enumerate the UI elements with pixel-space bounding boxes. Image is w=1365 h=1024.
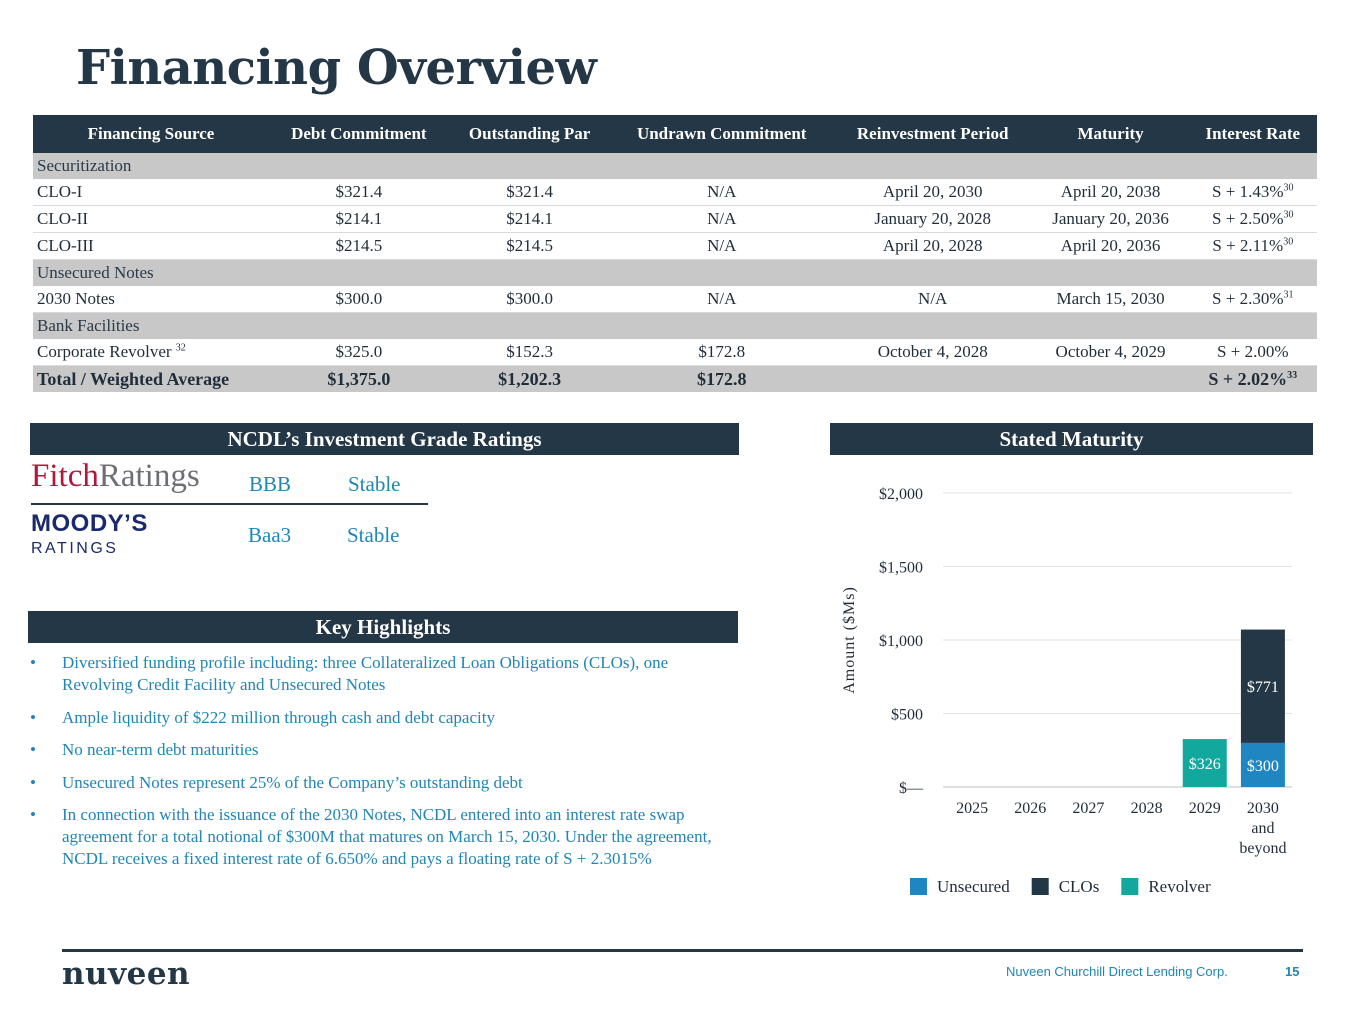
fitch-logo-part-b: Ratings: [98, 458, 200, 494]
cell-reinvest: N/A: [833, 286, 1033, 313]
list-item: [30, 772, 740, 794]
cell-debt: $300.0: [269, 286, 449, 313]
cell-rate: [1189, 233, 1317, 260]
list-item: [30, 739, 740, 761]
table-row: [33, 339, 1317, 366]
col-header: Financing Source: [33, 115, 269, 153]
section-label: Bank Facilities: [33, 313, 1317, 340]
cell-maturity: April 20, 2036: [1033, 233, 1189, 260]
cell-undrawn: N/A: [611, 179, 833, 206]
cell-rate: [1189, 366, 1317, 393]
bullet-icon: •: [30, 707, 36, 727]
table-header-row: [33, 115, 1317, 153]
footnote-ref: 30: [1283, 209, 1294, 221]
ratings-divider: [31, 503, 428, 505]
table-row: [33, 179, 1317, 206]
x-tick-label: 2030 and beyond: [1239, 800, 1287, 857]
col-header: Maturity: [1033, 115, 1189, 153]
highlight-text: Diversified funding profile including: three Collateralized Loan Obligations (CLOs), one Revolving Credit Facility and Unsecured Notes: [62, 653, 669, 694]
legend-swatch: [910, 878, 927, 895]
moodys-logo-part-a: MOODY’S: [31, 510, 148, 537]
legend-swatch: [1121, 878, 1138, 895]
col-header: Debt Commitment: [269, 115, 449, 153]
section-row: [33, 260, 1317, 287]
cell-maturity: March 15, 2030: [1033, 286, 1189, 313]
cell-undrawn: N/A: [611, 206, 833, 233]
col-header: Interest Rate: [1189, 115, 1317, 153]
cell-reinvest: January 20, 2028: [833, 206, 1033, 233]
moodys-logo: [31, 510, 148, 558]
bullet-icon: •: [30, 653, 36, 672]
cell-source: Total / Weighted Average: [33, 366, 269, 393]
rate-value: S + 2.11%: [1212, 236, 1284, 255]
chart-title: Stated Maturity: [830, 423, 1313, 455]
legend-label: Unsecured: [937, 877, 1010, 896]
footnote-ref: 30: [1283, 236, 1294, 248]
rate-value: S + 2.00%: [1217, 342, 1289, 361]
footnote-ref: 31: [1283, 289, 1294, 301]
cell-maturity: October 4, 2029: [1033, 339, 1189, 366]
financing-table: [33, 115, 1317, 392]
rate-value: S + 1.43%: [1212, 182, 1284, 201]
section-label: Securitization: [33, 153, 1317, 179]
data-label: $300: [1246, 757, 1279, 775]
bullet-icon: •: [30, 772, 36, 792]
legend-label: CLOs: [1058, 877, 1100, 896]
cell-source: CLO-II: [33, 206, 269, 233]
col-header: Undrawn Commitment: [611, 115, 833, 153]
cell-undrawn: N/A: [611, 233, 833, 260]
moodys-logo-part-b: RATINGS: [31, 540, 119, 557]
bullet-icon: •: [30, 740, 36, 759]
page-number: 15: [1285, 964, 1300, 979]
cell-reinvest: April 20, 2028: [833, 233, 1033, 260]
cell-rate: [1189, 339, 1317, 366]
x-tick-label: 2028: [1130, 800, 1163, 817]
highlight-text: In connection with the issuance of the 2030 Notes, NCDL entered into an interest rate swap agreement for a total notional of $300M that matures on March 15, 2030. Under the agreement, NCDL receives a fixed interest rate of 6.650% and pays a floating rate of S + 2.3015%: [62, 805, 712, 868]
cell-reinvest: October 4, 2028: [833, 339, 1033, 366]
cell-source: CLO-III: [33, 233, 269, 260]
fitch-rating: BBB: [249, 472, 292, 496]
fitch-outlook: Stable: [348, 472, 401, 496]
cell-par: $152.3: [449, 339, 611, 366]
y-tick-label: $2,000: [879, 486, 923, 503]
x-tick-label: 2026: [1014, 800, 1047, 817]
page-title: Financing Overview: [76, 40, 597, 96]
cell-par: $214.1: [449, 206, 611, 233]
cell-undrawn: N/A: [611, 286, 833, 313]
fitch-logo: [31, 458, 200, 495]
maturity-chart: [830, 460, 1313, 920]
cell-maturity: April 20, 2038: [1033, 179, 1189, 206]
data-label: $326: [1188, 756, 1221, 774]
cell-debt: $214.1: [269, 206, 449, 233]
total-row: [33, 366, 1317, 393]
x-tick-label: 2029: [1188, 800, 1221, 817]
cell-debt: $214.5: [269, 233, 449, 260]
nuveen-logo: nuveen: [62, 956, 191, 992]
cell-source: 2030 Notes: [33, 286, 269, 313]
y-tick-label: $1,500: [879, 559, 923, 577]
cell-par: $214.5: [449, 233, 611, 260]
cell-undrawn: $172.8: [611, 366, 833, 393]
cell-debt: $321.4: [269, 179, 449, 206]
list-item: [30, 804, 740, 870]
table-row: [33, 206, 1317, 233]
cell-debt: $1,375.0: [269, 366, 449, 393]
x-tick-label: 2027: [1072, 800, 1105, 817]
legend-label: Revolver: [1148, 877, 1211, 896]
cell-par: $1,202.3: [449, 366, 611, 393]
cell-rate: [1189, 206, 1317, 233]
fitch-logo-part-a: Fitch: [31, 458, 99, 494]
cell-par: $300.0: [449, 286, 611, 313]
cell-source: [33, 339, 269, 366]
cell-par: $321.4: [449, 179, 611, 206]
bullet-icon: •: [30, 805, 36, 824]
y-tick-label: $—: [899, 780, 923, 797]
cell-debt: $325.0: [269, 339, 449, 366]
footnote-ref: 32: [175, 342, 186, 354]
cell-rate: [1189, 286, 1317, 313]
highlight-text: Unsecured Notes represent 25% of the Company’s outstanding debt: [62, 772, 523, 792]
footnote-ref: 30: [1283, 182, 1294, 194]
cell-maturity: [1033, 366, 1189, 393]
footer-company: Nuveen Churchill Direct Lending Corp.: [1006, 964, 1228, 979]
list-item: [30, 707, 740, 729]
y-axis-label: Amount ($Ms): [841, 586, 858, 694]
y-tick-label: $500: [891, 706, 923, 724]
cell-reinvest: [833, 366, 1033, 393]
footer-divider: [62, 949, 1303, 952]
cell-rate: [1189, 179, 1317, 206]
highlight-text: No near-term debt maturities: [62, 740, 259, 759]
section-label: Unsecured Notes: [33, 260, 1317, 287]
list-item: [30, 652, 740, 696]
cell-reinvest: April 20, 2030: [833, 179, 1033, 206]
rate-value: S + 2.02%: [1208, 368, 1288, 389]
cell-source: CLO-I: [33, 179, 269, 206]
table-row: [33, 233, 1317, 260]
y-tick-label: $1,000: [879, 633, 923, 650]
cell-undrawn: $172.8: [611, 339, 833, 366]
source-label: Corporate Revolver: [37, 342, 172, 361]
legend-swatch: [1032, 878, 1049, 895]
table-row: [33, 286, 1317, 313]
section-row: [33, 313, 1317, 340]
section-row: [33, 153, 1317, 179]
x-tick-label: 2025: [956, 800, 989, 817]
col-header: Reinvestment Period: [833, 115, 1033, 153]
rate-value: S + 2.30%: [1212, 289, 1284, 308]
highlights-header: Key Highlights: [28, 611, 738, 643]
moodys-outlook: Stable: [347, 523, 400, 547]
data-label: $771: [1246, 679, 1279, 697]
cell-maturity: January 20, 2036: [1033, 206, 1189, 233]
col-header: Outstanding Par: [449, 115, 611, 153]
highlight-text: Ample liquidity of $222 million through cash and debt capacity: [62, 707, 495, 727]
footnote-ref: 33: [1287, 369, 1298, 381]
ratings-header: NCDL’s Investment Grade Ratings: [30, 423, 739, 455]
rate-value: S + 2.50%: [1212, 209, 1284, 228]
moodys-rating: Baa3: [248, 523, 292, 547]
highlights-list: [30, 652, 740, 881]
